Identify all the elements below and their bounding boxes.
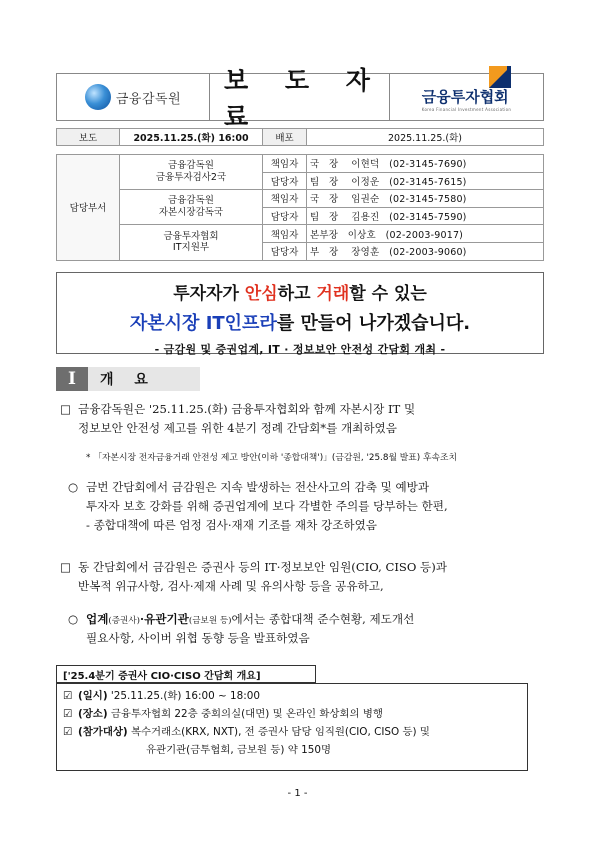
paragraph-line: 필요사항, 사이버 위협 동향 등을 발표하였음 bbox=[86, 630, 310, 645]
summary-value: 금융투자협회 22층 중회의실(대면) 및 온라인 화상회의 병행 bbox=[110, 707, 383, 720]
org-name: 금융감독원 bbox=[168, 195, 214, 207]
partner-name: 금융투자협회 bbox=[421, 88, 509, 106]
summary-label: (일시) bbox=[78, 690, 108, 702]
org-name: 금융투자협회 bbox=[163, 230, 219, 242]
paragraph-line: 금번 간담회에서 금감원은 지속 발생하는 전산사고의 감축 및 예방과 bbox=[86, 480, 430, 494]
org-dept: 자본시장감독국 bbox=[158, 207, 224, 219]
partner-subtitle: Korea Financial Investment Association bbox=[421, 107, 512, 112]
paragraph-1 bbox=[60, 400, 540, 438]
release-label: 보도 bbox=[57, 129, 120, 146]
release-time: 2025.11.25.(화) 16:00 bbox=[120, 129, 263, 146]
org-dept: IT지원부 bbox=[172, 242, 210, 254]
summary-value: 복수거래소(KRX, NXT), 전 증권사 담당 임직원(CIO, CISO 등) 및 bbox=[130, 725, 430, 738]
header-banner bbox=[56, 66, 544, 131]
headline-emphasis: 안심 bbox=[244, 284, 278, 304]
section-number: I bbox=[56, 367, 88, 391]
contacts-label: 담당부서 bbox=[57, 155, 120, 261]
headline-subtitle: - 금감원 및 증권업계, IT · 정보보안 안전성 간담회 개최 - bbox=[154, 343, 446, 356]
role-cell: 책임자 bbox=[263, 155, 307, 173]
agency-logo-cell bbox=[57, 74, 210, 120]
section-header bbox=[56, 367, 200, 391]
headline-text: 를 만들어 나가겠습니다. bbox=[276, 313, 471, 334]
paragraph-line: 동 간담회에서 금감원은 증권사 등의 IT·정보보안 임원(CIO, CISO 등)과 bbox=[78, 560, 447, 574]
paragraph-text: ·유관기관 bbox=[140, 612, 189, 626]
person-cell: 팀 장 이정운 (02-3145-7615) bbox=[307, 172, 544, 190]
square-bullet-icon: □ bbox=[60, 560, 71, 574]
paragraph-text: (증권사) bbox=[108, 616, 141, 626]
distribution-date: 2025.11.25.(화) bbox=[307, 129, 544, 146]
org-cell bbox=[120, 225, 263, 260]
globe-icon bbox=[85, 84, 111, 110]
org-cell bbox=[120, 155, 263, 190]
partner-logo-cell bbox=[390, 74, 543, 120]
headline-line-1 bbox=[57, 279, 543, 304]
summary-item bbox=[63, 706, 521, 724]
paragraph-text: 에서는 종합대책 준수현황, 제도개선 bbox=[231, 612, 415, 626]
summary-label: (참가대상) bbox=[78, 725, 128, 738]
checkbox-icon: ☑ bbox=[63, 707, 73, 720]
person-cell: 본부장 이상호 (02-2003-9017) bbox=[307, 225, 544, 243]
paragraph-line: - 종합대책에 따른 엄정 검사·재재 기조를 재차 강조하였음 bbox=[86, 517, 377, 532]
section-title: 개 요 bbox=[88, 367, 200, 391]
checkbox-icon: ☑ bbox=[63, 725, 73, 738]
person-cell: 팀 장 김용진 (02-3145-7590) bbox=[307, 207, 544, 225]
headline-text: 투자자가 bbox=[173, 284, 245, 304]
summary-item bbox=[63, 688, 521, 706]
paragraph-line: 금융감독원은 '25.11.25.(화) 금융투자협회와 함께 자본시장 IT 및 bbox=[78, 402, 416, 416]
summary-item bbox=[63, 724, 521, 742]
headline-line-2 bbox=[57, 309, 543, 335]
doc-type-title: 보 도 자 료 bbox=[224, 66, 384, 131]
paragraph-line: 투자자 보호 강화를 위해 증권업계에 보다 각별한 주의를 당부하는 한편, bbox=[86, 498, 448, 513]
circle-bullet-icon: ○ bbox=[68, 612, 79, 626]
doc-type-cell bbox=[210, 66, 390, 131]
person-cell: 부 장 장영훈 (02-2003-9060) bbox=[307, 242, 544, 260]
paragraph-line: 정보보안 안전성 제고를 위한 4분기 정례 간담회*를 개최하였음 bbox=[78, 420, 397, 435]
summary-title: ['25.4분기 증권사 CIO·CISO 간담회 개요] bbox=[56, 665, 316, 683]
release-info-table bbox=[56, 128, 544, 146]
role-cell: 책임자 bbox=[263, 190, 307, 208]
square-bullet-icon: □ bbox=[60, 402, 71, 416]
headline-emphasis: 자본시장 IT인프라 bbox=[129, 313, 277, 334]
agency-logo bbox=[85, 84, 181, 110]
checkbox-icon: ☑ bbox=[63, 690, 73, 702]
role-cell: 담당자 bbox=[263, 242, 307, 260]
headline-text: 하고 bbox=[277, 284, 317, 304]
org-dept: 금융투자검사2국 bbox=[155, 172, 227, 184]
headline-box bbox=[56, 272, 544, 354]
summary-item-continuation: 유관기관(금투협회, 금보원 등) 약 150명 bbox=[146, 743, 331, 756]
distribution-label: 배포 bbox=[263, 129, 307, 146]
contacts-table bbox=[56, 154, 544, 261]
circle-bullet-icon: ○ bbox=[68, 480, 79, 494]
paragraph-2 bbox=[68, 478, 544, 534]
page-number: - 1 - bbox=[287, 788, 308, 799]
agency-name: 금융감독원 bbox=[115, 91, 182, 107]
summary-value: '25.11.25.(화) 16:00 ~ 18:00 bbox=[110, 690, 260, 702]
footnote: * 「자본시장 전자금융거래 안전성 제고 방안(이하 '종합대책')」(금감원, '25.8월 발표) 후속조치 bbox=[86, 453, 457, 463]
headline-emphasis: 거래 bbox=[316, 284, 350, 304]
org-name: 금융감독원 bbox=[168, 160, 214, 172]
headline-text: 할 수 있는 bbox=[349, 284, 427, 304]
partner-logo bbox=[422, 82, 512, 112]
paragraph-text: (금보원 등) bbox=[188, 616, 232, 626]
org-cell bbox=[120, 190, 263, 225]
person-cell: 국 장 임권순 (02-3145-7580) bbox=[307, 190, 544, 208]
partner-mark-icon bbox=[487, 64, 513, 90]
paragraph-4 bbox=[68, 610, 544, 648]
paragraph-3 bbox=[60, 558, 544, 596]
role-cell: 책임자 bbox=[263, 225, 307, 243]
paragraph-text: 업계 bbox=[86, 612, 109, 626]
person-cell: 국 장 이현덕 (02-3145-7690) bbox=[307, 155, 544, 173]
summary-label: (장소) bbox=[78, 707, 108, 720]
paragraph-line: 반복적 위규사항, 검사·제재 사례 및 유의사항 등을 공유하고, bbox=[78, 578, 384, 593]
summary-box bbox=[56, 683, 528, 771]
role-cell: 담당자 bbox=[263, 207, 307, 225]
role-cell: 담당자 bbox=[263, 172, 307, 190]
